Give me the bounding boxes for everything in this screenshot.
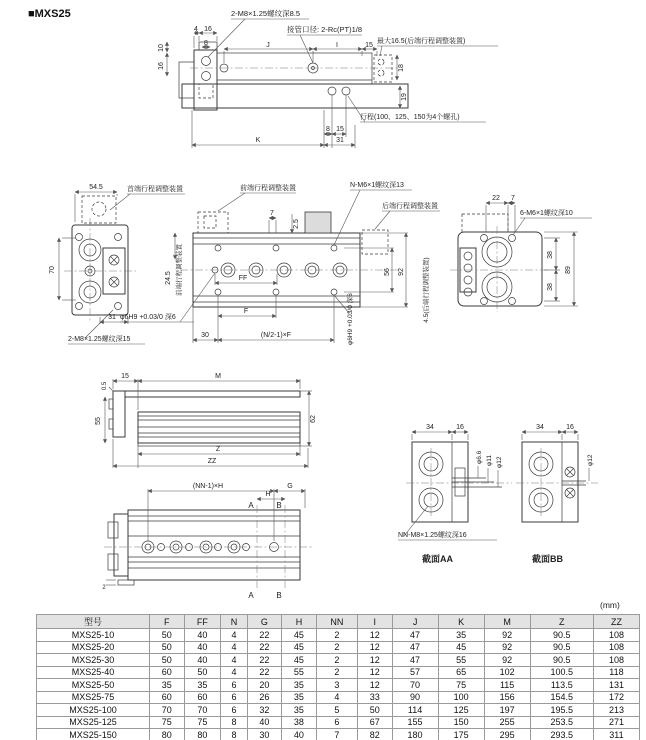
value-cell: 55 [282, 666, 317, 679]
dim-FF: FF [238, 275, 248, 282]
value-cell: 150 [438, 716, 484, 729]
value-cell: 2 [316, 654, 357, 667]
value-cell: 22 [247, 654, 282, 667]
rear-view-drawing [450, 195, 592, 312]
value-cell: 90.5 [530, 629, 593, 642]
dowel-hole-note-vertical: φ6H9 +0.03/0 深6 [347, 293, 354, 345]
value-cell: 175 [438, 729, 484, 740]
column-header: K [438, 615, 484, 629]
value-cell: 70 [392, 679, 438, 692]
section-aa-drawing [398, 424, 512, 564]
value-cell: 22 [247, 666, 282, 679]
plan-view-drawing [120, 180, 440, 345]
value-cell: 108 [593, 629, 639, 642]
column-header: NN [316, 615, 357, 629]
unit-note: (mm) [600, 600, 620, 610]
column-header: 型号 [37, 615, 150, 629]
value-cell: 100 [438, 691, 484, 704]
stroke-holes-note: 行程(100、125、150为4个螺孔) [360, 114, 460, 121]
section-bb-drawing [516, 424, 598, 564]
value-cell: 172 [593, 691, 639, 704]
dim-H: H [265, 491, 271, 498]
value-cell: 108 [593, 654, 639, 667]
value-cell: 4 [316, 691, 357, 704]
dimension-table-body [37, 629, 640, 740]
dim-18: 18 [398, 64, 405, 72]
dimension-table-container [36, 614, 640, 740]
column-header: I [358, 615, 393, 629]
thread-note-top: 2-M8×1.25螺纹深8.5 [231, 9, 300, 18]
value-cell: 2 [316, 666, 357, 679]
m6-thread-note: 6-M6×1螺纹深10 [520, 210, 573, 217]
dim-16-bb: 16 [566, 424, 574, 431]
value-cell: 2 [316, 629, 357, 642]
value-cell: 40 [184, 654, 221, 667]
value-cell: 156 [484, 691, 530, 704]
port-note: 接管口径: 2-Rc(PT)1/8 [287, 25, 363, 34]
value-cell: 253.5 [530, 716, 593, 729]
value-cell: 293.5 [530, 729, 593, 740]
value-cell: 180 [392, 729, 438, 740]
value-cell: 30 [247, 729, 282, 740]
value-cell: 271 [593, 716, 639, 729]
table-row [37, 729, 640, 740]
value-cell: 47 [392, 654, 438, 667]
dim-M: M [215, 373, 221, 380]
dim-8b: 8 [326, 126, 330, 133]
value-cell: 2 [316, 641, 357, 654]
side-view-drawing [95, 373, 317, 468]
value-cell: 4 [221, 641, 247, 654]
table-row [37, 704, 640, 717]
dim-70: 70 [49, 266, 56, 274]
dim-K: K [255, 137, 261, 144]
value-cell: 92 [484, 654, 530, 667]
dim-89: 89 [565, 266, 572, 274]
dim-38b: 38 [547, 283, 554, 291]
dimension-table-header [37, 615, 640, 629]
value-cell: 67 [358, 716, 393, 729]
table-row [37, 691, 640, 704]
value-cell: 22 [247, 641, 282, 654]
value-cell: 12 [358, 679, 393, 692]
dim-16b: 16 [158, 62, 165, 70]
model-cell: MXS25-40 [37, 666, 150, 679]
dia-12-bb: φ12 [587, 454, 594, 466]
value-cell: 6 [221, 704, 247, 717]
value-cell: 33 [358, 691, 393, 704]
value-cell: 115 [484, 679, 530, 692]
value-cell: 60 [184, 691, 221, 704]
dim-15-side: 15 [121, 373, 129, 380]
value-cell: 195.5 [530, 704, 593, 717]
value-cell: 20 [247, 679, 282, 692]
nm6-thread-note: N-M6×1螺纹深13 [350, 182, 404, 189]
value-cell: 60 [150, 691, 185, 704]
section-mark-A-top: A [248, 501, 254, 510]
dim-7-rear: 7 [511, 195, 515, 202]
dia-6-6: φ6.6 [476, 450, 483, 464]
model-cell: MXS25-125 [37, 716, 150, 729]
value-cell: 154.5 [530, 691, 593, 704]
value-cell: 131 [593, 679, 639, 692]
value-cell: 47 [392, 641, 438, 654]
section-mark-B-top: B [276, 501, 282, 510]
value-cell: 70 [184, 704, 221, 717]
column-header: N [221, 615, 247, 629]
value-cell: 8 [221, 729, 247, 740]
dim-30: 30 [201, 332, 209, 339]
section-mark-B-bottom: B [276, 591, 282, 600]
value-cell: 45 [438, 641, 484, 654]
value-cell: 4 [221, 629, 247, 642]
dim-31-front: 31 [108, 314, 116, 321]
value-cell: 12 [358, 641, 393, 654]
table-row [37, 641, 640, 654]
rear-adjuster-note: 后端行程调整装置 [382, 203, 438, 210]
header-row [37, 615, 640, 629]
dia-11: φ11 [486, 455, 493, 466]
dim-10: 10 [158, 44, 165, 52]
value-cell: 57 [392, 666, 438, 679]
value-cell: 45 [282, 641, 317, 654]
value-cell: 50 [150, 629, 185, 642]
column-header: F [150, 615, 185, 629]
value-cell: 55 [438, 654, 484, 667]
dim-F: F [243, 308, 249, 315]
max-stroke-note: 最大16.5(后端行程调整装置) [377, 38, 466, 45]
value-cell: 82 [358, 729, 393, 740]
model-cell: MXS25-50 [37, 679, 150, 692]
value-cell: 45 [282, 654, 317, 667]
value-cell: 40 [184, 641, 221, 654]
column-header: J [392, 615, 438, 629]
value-cell: 35 [282, 679, 317, 692]
value-cell: 80 [184, 729, 221, 740]
dim-15b: 15 [336, 126, 344, 133]
value-cell: 12 [358, 654, 393, 667]
dim-4: 4 [194, 26, 198, 33]
dia-12-aa: φ12 [496, 456, 503, 468]
column-header: M [484, 615, 530, 629]
value-cell: 92 [484, 641, 530, 654]
rear-adjuster-4-5-note: 4.5(后端行程调整装置) [423, 257, 430, 323]
model-cell: MXS25-100 [37, 704, 150, 717]
value-cell: 4 [221, 666, 247, 679]
value-cell: 6 [316, 716, 357, 729]
dim-16-aa: 16 [456, 424, 464, 431]
dim-55: 55 [95, 417, 102, 425]
value-cell: 90.5 [530, 654, 593, 667]
value-cell: 50 [150, 654, 185, 667]
dim-19: 19 [401, 93, 408, 101]
front-adjuster-note: 前端行程调整装置 [240, 185, 296, 192]
value-cell: 100.5 [530, 666, 593, 679]
value-cell: 50 [184, 666, 221, 679]
value-cell: 45 [282, 629, 317, 642]
thread-note-front: 2-M8×1.25螺纹深15 [68, 336, 131, 343]
dim-8a: 8 [204, 40, 208, 47]
dim-ZZ: ZZ [207, 458, 217, 465]
value-cell: 295 [484, 729, 530, 740]
dim-56: 56 [384, 268, 391, 276]
section-location-view [102, 483, 312, 600]
front-adjuster-note-vertical: 前端行程调整装置 [176, 244, 183, 296]
value-cell: 80 [150, 729, 185, 740]
value-cell: 65 [438, 666, 484, 679]
dim-G: G [287, 483, 293, 490]
value-cell: 213 [593, 704, 639, 717]
table-row [37, 716, 640, 729]
value-cell: 35 [438, 629, 484, 642]
table-row [37, 666, 640, 679]
value-cell: 12 [358, 629, 393, 642]
dim-2-side2: 2 [102, 585, 106, 591]
value-cell: 7 [316, 729, 357, 740]
column-header: H [282, 615, 317, 629]
table-row [37, 654, 640, 667]
model-cell: MXS25-20 [37, 641, 150, 654]
value-cell: 22 [247, 629, 282, 642]
value-cell: 40 [247, 716, 282, 729]
dim-0-5: 0.5 [102, 381, 108, 391]
dim-54-5: 54.5 [89, 184, 103, 191]
dim-16a: 16 [204, 26, 212, 33]
value-cell: 102 [484, 666, 530, 679]
section-mark-A-bottom: A [248, 591, 254, 600]
section-aa-caption: 截面AA [422, 554, 453, 564]
top-view-drawing [158, 8, 498, 148]
dim-J: J [266, 42, 270, 49]
value-cell: 4 [221, 654, 247, 667]
section-bb-caption: 截面BB [532, 554, 563, 564]
nn-m8-thread-note: NN-M8×1.25螺纹深16 [398, 532, 467, 539]
value-cell: 75 [184, 716, 221, 729]
value-cell: 40 [184, 629, 221, 642]
value-cell: 197 [484, 704, 530, 717]
value-cell: 47 [392, 629, 438, 642]
column-header: FF [184, 615, 221, 629]
value-cell: 35 [282, 704, 317, 717]
dimension-table [36, 614, 640, 740]
value-cell: 35 [282, 691, 317, 704]
dim-I: I [336, 42, 338, 49]
dim-formula-nn: (NN-1)×H [192, 483, 224, 490]
value-cell: 8 [221, 716, 247, 729]
value-cell: 90 [392, 691, 438, 704]
value-cell: 75 [150, 716, 185, 729]
value-cell: 75 [438, 679, 484, 692]
table-row [37, 679, 640, 692]
value-cell: 113.5 [530, 679, 593, 692]
value-cell: 32 [247, 704, 282, 717]
dim-92: 92 [398, 268, 405, 276]
value-cell: 70 [150, 704, 185, 717]
column-header: G [247, 615, 282, 629]
dim-34-aa: 34 [426, 424, 434, 431]
value-cell: 26 [247, 691, 282, 704]
value-cell: 6 [221, 691, 247, 704]
value-cell: 40 [282, 729, 317, 740]
value-cell: 35 [184, 679, 221, 692]
dowel-hole-note: φ6H9 +0.03/0 深6 [120, 314, 176, 321]
dim-24-5: 24.5 [165, 271, 172, 285]
value-cell: 38 [282, 716, 317, 729]
dim-31-top: 31 [336, 137, 344, 144]
value-cell: 114 [392, 704, 438, 717]
dim-2-5: 2.5 [293, 219, 300, 229]
value-cell: 50 [150, 641, 185, 654]
value-cell: 155 [392, 716, 438, 729]
value-cell: 90.5 [530, 641, 593, 654]
dim-formula-plan: (N/2-1)×F [260, 332, 292, 339]
head-adjuster-note: 首端行程调整装置 [127, 186, 183, 193]
value-cell: 92 [484, 629, 530, 642]
dim-Z: Z [215, 446, 221, 453]
value-cell: 255 [484, 716, 530, 729]
dim-15a: 15 [365, 42, 373, 49]
dim-34-bb: 34 [536, 424, 544, 431]
dim-22: 22 [492, 195, 500, 202]
value-cell: 6 [221, 679, 247, 692]
page-title: ■MXS25 [28, 8, 71, 20]
dim-38a: 38 [547, 251, 554, 259]
column-header: Z [530, 615, 593, 629]
model-cell: MXS25-30 [37, 654, 150, 667]
table-row [37, 629, 640, 642]
value-cell: 118 [593, 666, 639, 679]
model-cell: MXS25-75 [37, 691, 150, 704]
value-cell: 35 [150, 679, 185, 692]
value-cell: 60 [150, 666, 185, 679]
column-header: ZZ [593, 615, 639, 629]
dim-7-plan: 7 [270, 210, 274, 217]
value-cell: 125 [438, 704, 484, 717]
value-cell: 3 [316, 679, 357, 692]
model-cell: MXS25-10 [37, 629, 150, 642]
dim-62: 62 [310, 415, 317, 423]
value-cell: 12 [358, 666, 393, 679]
value-cell: 108 [593, 641, 639, 654]
model-cell: MXS25-150 [37, 729, 150, 740]
value-cell: 5 [316, 704, 357, 717]
value-cell: 311 [593, 729, 639, 740]
value-cell: 50 [358, 704, 393, 717]
